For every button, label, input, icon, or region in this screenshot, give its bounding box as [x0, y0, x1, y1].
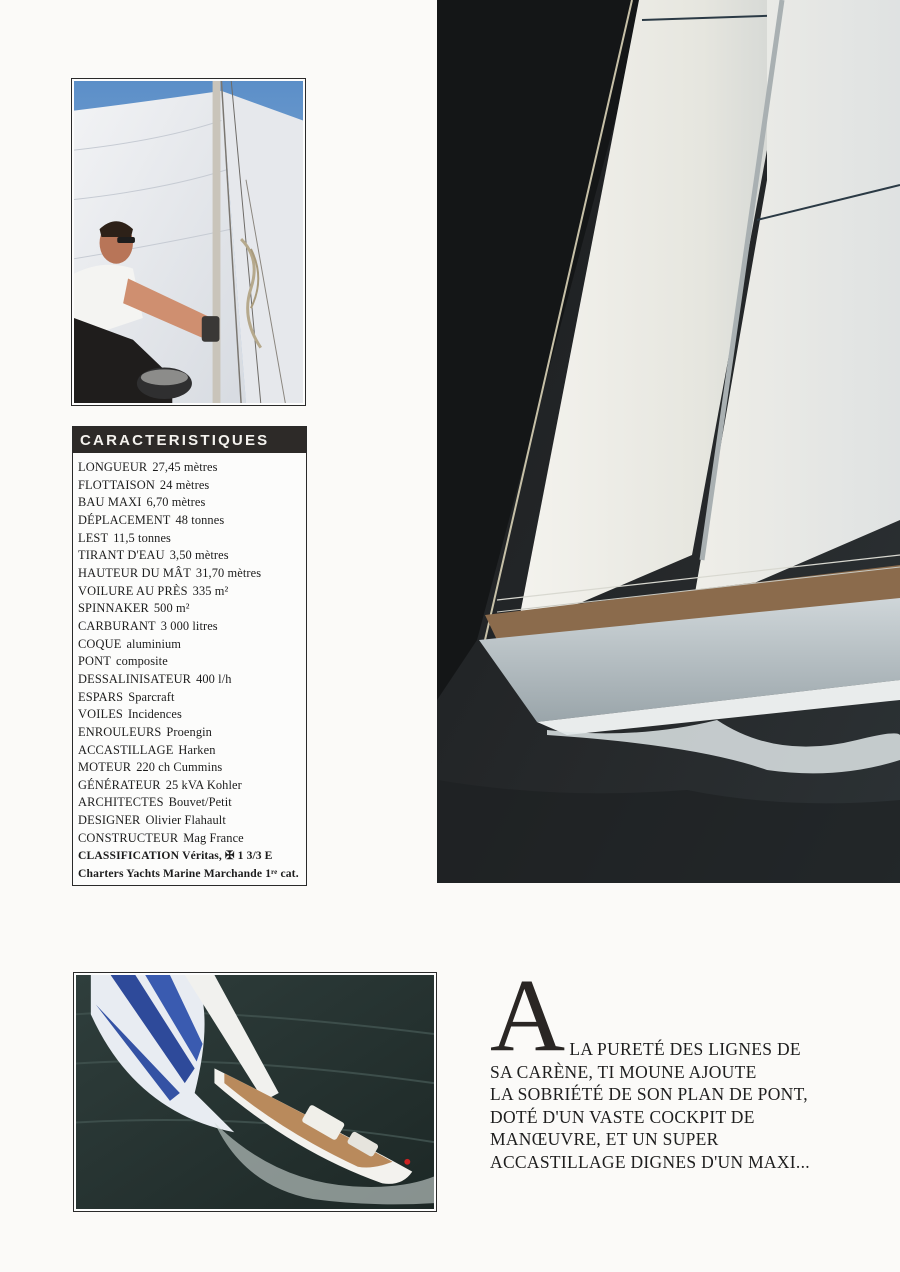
spec-row: LEST 11,5 tonnes	[78, 530, 171, 545]
photo-aerial-yacht	[74, 973, 436, 1211]
specifications-title: CARACTERISTIQUES	[73, 427, 306, 453]
spec-row: ARCHITECTES Bouvet/Petit	[78, 795, 232, 810]
spec-row: FLOTTAISON 24 mètres	[78, 477, 210, 492]
photo-sailor-winch	[72, 79, 305, 405]
spec-row: CONSTRUCTEUR Mag France	[78, 830, 244, 845]
spec-row: HAUTEUR DU MÂT 31,70 mètres	[78, 565, 262, 580]
drop-cap: A	[490, 958, 566, 1073]
specifications-panel	[72, 426, 307, 886]
photo-yacht-sails	[437, 0, 900, 883]
caption-line: SA CARÈNE, TI MOUNE AJOUTE	[490, 1061, 757, 1082]
spec-row: ESPARS Sparcraft	[78, 689, 175, 704]
spec-row-classification: CLASSIFICATION Véritas, ✠ 1 3/3 E	[78, 849, 273, 863]
caption-line: DOTÉ D'UN VASTE COCKPIT DE	[490, 1106, 755, 1127]
spec-row-charters: Charters Yachts Marine Marchande 1ʳᵉ cat.	[78, 867, 299, 881]
spec-row: DESIGNER Olivier Flahault	[78, 813, 226, 828]
spec-row: BAU MAXI 6,70 mètres	[78, 495, 206, 510]
spec-row: VOILURE AU PRÈS 335 m²	[78, 583, 229, 598]
caption-line: MANŒUVRE, ET UN SUPER	[490, 1129, 719, 1150]
spec-row: PONT composite	[78, 654, 168, 669]
spec-row: MOTEUR 220 ch Cummins	[78, 760, 223, 775]
spec-row: VOILES Incidences	[78, 707, 182, 722]
spec-row: LONGUEUR 27,45 mètres	[78, 460, 218, 474]
spec-row: ENROULEURS Proengin	[78, 724, 212, 739]
spec-row: DÉPLACEMENT 48 tonnes	[78, 512, 225, 527]
caption-line: LA PURETÉ DES LIGNES DE	[569, 1039, 801, 1059]
spec-row: SPINNAKER 500 m²	[78, 601, 190, 616]
spec-row: DESSALINISATEUR 400 l/h	[78, 671, 232, 686]
spec-row: TIRANT D'EAU 3,50 mètres	[78, 548, 229, 563]
spec-row: ACCASTILLAGE Harken	[78, 742, 216, 757]
caption-text	[490, 958, 850, 1174]
spec-row: GÉNÉRATEUR 25 kVA Kohler	[78, 777, 242, 792]
spec-row: CARBURANT 3 000 litres	[78, 618, 218, 633]
caption-line: ACCASTILLAGE DIGNES D'UN MAXI...	[490, 1151, 810, 1172]
spec-row: COQUE aluminium	[78, 636, 182, 651]
specifications-list	[73, 453, 306, 883]
caption-line: LA SOBRIÉTÉ DE SON PLAN DE PONT,	[490, 1084, 808, 1105]
